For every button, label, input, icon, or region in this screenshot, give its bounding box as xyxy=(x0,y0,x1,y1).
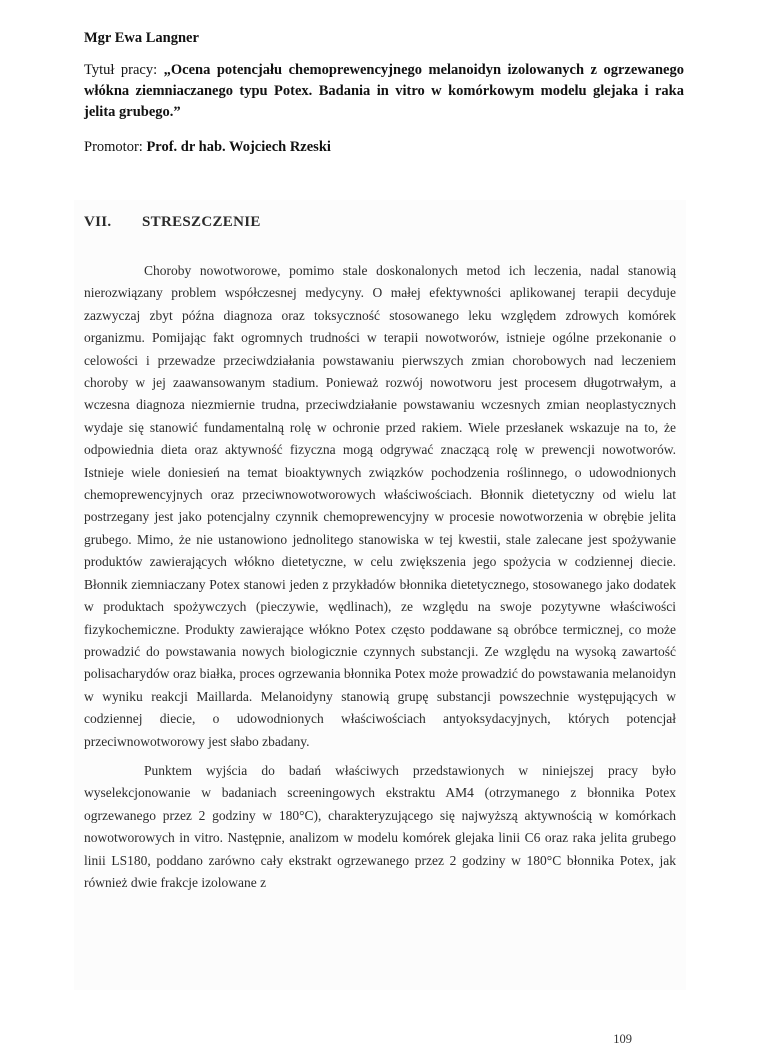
abstract-paragraph-2 xyxy=(84,760,676,894)
paragraph-text: Choroby nowotworowe, pomimo stale doskonalonych metod ich leczenia, nadal stanowią nierozwiązany problem współczesnej medycyny. O małej efektywności aplikowanej terapii decyduje zazwyczaj zbyt późna diagnoza oraz toksyczność stosowanego leku względem zdrowych komórek organizmu. Pomijając fakt ogromnych trudności w terapii nowotworów, istnieje ogólne przekonanie o celowości i przewadze przeciwdziałania powstawaniu pierwszych zmian chorobowych nad leczeniem choroby w jej zaawansowanym stadium. Ponieważ rozwój nowotworu jest procesem długotrwałym, a wczesna diagnoza niezmiernie trudna, przeciwdziałanie powstawaniu wczesnych zmian neoplastycznych wydaje się stanowić fundamentalną rolę w ochronie przed rakiem. Wiele przesłanek wskazuje na to, że odpowiednia dieta oraz aktywność fizyczna mogą odgrywać znaczącą rolę w prewencji nowotworów. Istnieje wiele doniesień na temat bioaktywnych związków pochodzenia roślinnego, o udowodnionych chemoprewencyjnych oraz przeciwnowotworowych właściwościach. Błonnik dietetyczny od wielu lat postrzegany jest jako potencjalny czynnik chemoprewencyjny w procesie nowotworzenia w obrębie jelita grubego. Mimo, że nie ustanowiono jednolitego stanowiska w tej kwestii, stale zalecane jest spożywanie produktów zawierających włókno dietetyczne, w celu zwiększenia jego spożycia w codziennej diecie. Błonnik ziemniaczany Potex stanowi jeden z przykładów błonnika dietetycznego, stosowanego jako dodatek w produktach spożywczych (pieczywie, wędlinach), ze względu na swoje pozytywne właściwości fizykochemiczne. Produkty zawierające włókno Potex często poddawane są obróbce termicznej, co może prowadzić do powstawania nowych biologicznie czynnych substancji. Ze względu na wysoką zawartość polisacharydów oraz białka, proces ogrzewania błonnika Potex może prowadzić do powstawania melanoidyn w wyniku reakcji Maillarda. Melanoidyny stanowią grupę substancji powszechnie występujących w codziennej diecie, o udowodnionych właściwościach antyoksydacyjnych, których potencjał przeciwnowotworowy jest słabo zbadany. xyxy=(84,263,676,749)
paragraph-text: Punktem wyjścia do badań właściwych przedstawionych w niniejszej pracy było wyselekcjonowanie w badaniach screeningowych ekstraktu AM4 (otrzymanego z błonnika Potex ogrzewanego przez 2 godziny w 180°C), charakteryzującego się najwyższą aktywnością w komórkach nowotworowych in vitro. Następnie, analizom w modelu komórek glejaka linii C6 oraz raka jelita grubego linii LS180, poddano zarówno cały ekstrakt ogrzewanego przez 2 godziny w 180°C błonnika Potex, jak również dwie frakcje izolowane z xyxy=(84,763,676,891)
author-name: Mgr Ewa Langner xyxy=(84,30,199,46)
promoter-label: Promotor: xyxy=(84,139,143,155)
thesis-title-text: „Ocena potencjału chemoprewencyjnego melanoidyn izolowanych z ogrzewanego włókna ziemniaczanego typu Potex. Badania in vitro w komórkowym modelu glejaka i raka jelita grubego.” xyxy=(84,62,684,120)
abstract-paragraph-1 xyxy=(84,260,676,753)
thesis-title xyxy=(84,60,684,123)
section-heading xyxy=(84,214,261,231)
document-header xyxy=(84,30,684,156)
promoter-name: Prof. dr hab. Wojciech Rzeski xyxy=(146,139,331,155)
section-number: VII. xyxy=(84,214,112,230)
section-title: STRESZCZENIE xyxy=(142,214,261,230)
page-number: 109 xyxy=(613,1032,632,1046)
scanned-page xyxy=(74,200,686,1046)
promoter-line xyxy=(84,139,684,156)
thesis-title-label: Tytuł pracy: xyxy=(84,62,158,78)
